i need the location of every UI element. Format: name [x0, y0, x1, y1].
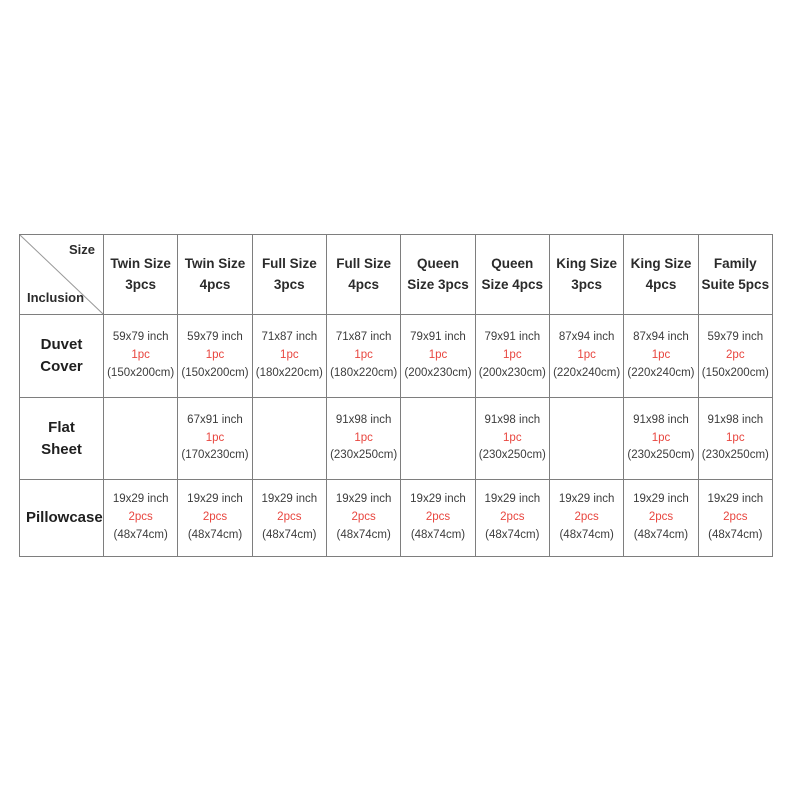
column-header-full4	[326, 235, 400, 315]
spec-cm: (150x200cm)	[701, 366, 769, 379]
spec-size: 67x91 inch	[187, 413, 243, 426]
spec-cm: (230x250cm)	[627, 449, 695, 462]
spec-size: 19x29 inch	[558, 493, 615, 506]
spec-quantity: 1pc	[503, 431, 522, 444]
spec-cell	[104, 315, 178, 398]
spec-cell	[698, 315, 772, 398]
spec-size: 59x79 inch	[112, 331, 169, 344]
spec-size: 19x29 inch	[484, 493, 541, 506]
spec-cm: (230x250cm)	[478, 449, 546, 462]
spec-cell	[178, 480, 252, 557]
spec-size: 91x98 inch	[484, 413, 541, 426]
spec-cell	[326, 315, 400, 398]
spec-cell	[475, 315, 549, 398]
spec-cell	[252, 315, 326, 398]
spec-quantity: 1pc	[577, 349, 596, 362]
spec-size: 79x91 inch	[410, 331, 466, 344]
spec-quantity: 1pc	[354, 349, 373, 362]
spec-cell	[178, 315, 252, 398]
spec-cm: (48x74cm)	[633, 528, 689, 541]
column-header-line2: Size 4pcs	[481, 276, 544, 292]
spec-quantity: 2pc	[726, 349, 745, 362]
spec-cm: (48x74cm)	[708, 528, 763, 541]
column-header-line2: 4pcs	[348, 276, 380, 292]
spec-size: 79x91 inch	[484, 331, 541, 344]
column-header-line1: Twin Size	[110, 255, 171, 271]
spec-quantity: 1pc	[651, 349, 671, 362]
spec-quantity: 1pc	[354, 431, 373, 444]
spec-cm: (180x220cm)	[255, 366, 323, 379]
table-row-flat-sheet	[20, 398, 773, 480]
spec-quantity: 2pcs	[351, 511, 376, 524]
spec-quantity: 1pc	[651, 431, 671, 444]
spec-quantity: 1pc	[205, 431, 225, 444]
spec-size: 91x98 inch	[707, 413, 764, 426]
spec-cell	[178, 398, 252, 480]
spec-cm: (220x240cm)	[553, 366, 621, 379]
spec-size: 19x29 inch	[707, 493, 764, 506]
size-chart-table	[19, 234, 773, 557]
spec-size: 19x29 inch	[633, 493, 689, 506]
spec-cm: (48x74cm)	[336, 528, 391, 541]
column-header-line2: 3pcs	[571, 276, 603, 292]
spec-cell	[624, 480, 698, 557]
column-header-king3	[549, 235, 623, 315]
spec-quantity: 2pcs	[648, 511, 674, 524]
spec-cm: (230x250cm)	[701, 449, 769, 462]
column-header-line1: Twin Size	[184, 255, 246, 271]
spec-cell	[549, 480, 623, 557]
spec-cell	[475, 398, 549, 480]
column-header-line2: 4pcs	[645, 276, 677, 292]
spec-cell	[401, 315, 475, 398]
spec-cm: (48x74cm)	[187, 528, 243, 541]
column-header-twin3	[104, 235, 178, 315]
spec-size: 59x79 inch	[707, 331, 764, 344]
spec-quantity: 1pc	[726, 431, 745, 444]
row-label-duvet-cover: Duvet Cover	[20, 315, 104, 398]
corner-cell	[20, 235, 104, 315]
spec-cell	[698, 480, 772, 557]
spec-cell	[624, 398, 698, 480]
spec-cell	[401, 398, 475, 480]
spec-cm: (48x74cm)	[559, 528, 614, 541]
header-row	[20, 235, 773, 315]
spec-cell	[624, 315, 698, 398]
spec-cm: (48x74cm)	[485, 528, 540, 541]
spec-cm: (170x230cm)	[181, 449, 249, 462]
spec-cell	[252, 398, 326, 480]
spec-cm: (220x240cm)	[627, 366, 695, 379]
spec-quantity: 1pc	[205, 349, 225, 362]
spec-quantity: 1pc	[280, 349, 299, 362]
spec-size: 87x94 inch	[633, 331, 689, 344]
column-header-line2: Size 3pcs	[407, 276, 469, 292]
spec-cm: (200x230cm)	[404, 366, 472, 379]
spec-size: 71x87 inch	[261, 331, 318, 344]
spec-cell	[549, 398, 623, 480]
spec-cell	[252, 480, 326, 557]
spec-size: 19x29 inch	[187, 493, 243, 506]
spec-cm: (150x200cm)	[181, 366, 249, 379]
spec-cm: (200x230cm)	[478, 366, 546, 379]
column-header-line2: Suite 5pcs	[701, 276, 770, 292]
spec-cell	[475, 480, 549, 557]
spec-size: 91x98 inch	[633, 413, 689, 426]
spec-cm: (150x200cm)	[107, 366, 175, 379]
column-header-queen4	[475, 235, 549, 315]
column-header-line1: Queen	[491, 255, 534, 271]
spec-cm: (48x74cm)	[262, 528, 317, 541]
column-header-queen3	[401, 235, 475, 315]
spec-cm: (48x74cm)	[113, 528, 168, 541]
column-header-line1: Full Size	[336, 255, 392, 271]
spec-cell	[698, 398, 772, 480]
spec-size: 91x98 inch	[335, 413, 392, 426]
spec-size: 59x79 inch	[187, 331, 243, 344]
spec-quantity: 2pcs	[425, 511, 451, 524]
spec-quantity: 2pcs	[500, 511, 525, 524]
spec-quantity: 1pc	[131, 349, 150, 362]
column-header-line1: King Size	[556, 255, 618, 271]
column-header-full3	[252, 235, 326, 315]
spec-quantity: 2pcs	[128, 511, 153, 524]
column-header-line2: 3pcs	[125, 276, 157, 292]
column-header-twin4	[178, 235, 252, 315]
spec-size: 19x29 inch	[112, 493, 169, 506]
row-label-flat-sheet: Flat Sheet	[20, 398, 104, 480]
spec-cell	[326, 480, 400, 557]
spec-cell	[326, 398, 400, 480]
spec-cell	[104, 398, 178, 480]
spec-quantity: 1pc	[503, 349, 522, 362]
column-header-line1: Queen	[416, 255, 459, 271]
spec-cm: (230x250cm)	[330, 449, 398, 462]
column-header-line2: 4pcs	[199, 276, 231, 292]
table-row-pillowcase	[20, 480, 773, 557]
column-header-king4	[624, 235, 698, 315]
spec-size: 87x94 inch	[558, 331, 615, 344]
spec-quantity: 2pcs	[202, 511, 228, 524]
column-header-line1: King Size	[630, 255, 692, 271]
column-header-line1: Family	[713, 255, 757, 271]
spec-cm: (48x74cm)	[410, 528, 466, 541]
column-header-family5	[698, 235, 772, 315]
spec-size: 19x29 inch	[335, 493, 392, 506]
corner-inclusion-label: Inclusion	[27, 290, 85, 305]
row-label-pillowcase: Pillowcase	[20, 480, 104, 557]
spec-quantity: 2pcs	[723, 511, 748, 524]
spec-cell	[401, 480, 475, 557]
corner-size-label: Size	[68, 242, 95, 257]
spec-quantity: 1pc	[428, 349, 448, 362]
table-row-duvet-cover	[20, 315, 773, 398]
column-header-line2: 3pcs	[273, 276, 305, 292]
spec-cm: (180x220cm)	[330, 366, 398, 379]
spec-cell	[549, 315, 623, 398]
spec-cell	[104, 480, 178, 557]
spec-size: 19x29 inch	[410, 493, 466, 506]
column-header-line1: Full Size	[261, 255, 317, 271]
spec-size: 19x29 inch	[261, 493, 318, 506]
spec-quantity: 2pcs	[277, 511, 302, 524]
spec-size: 71x87 inch	[335, 331, 392, 344]
spec-quantity: 2pcs	[574, 511, 599, 524]
